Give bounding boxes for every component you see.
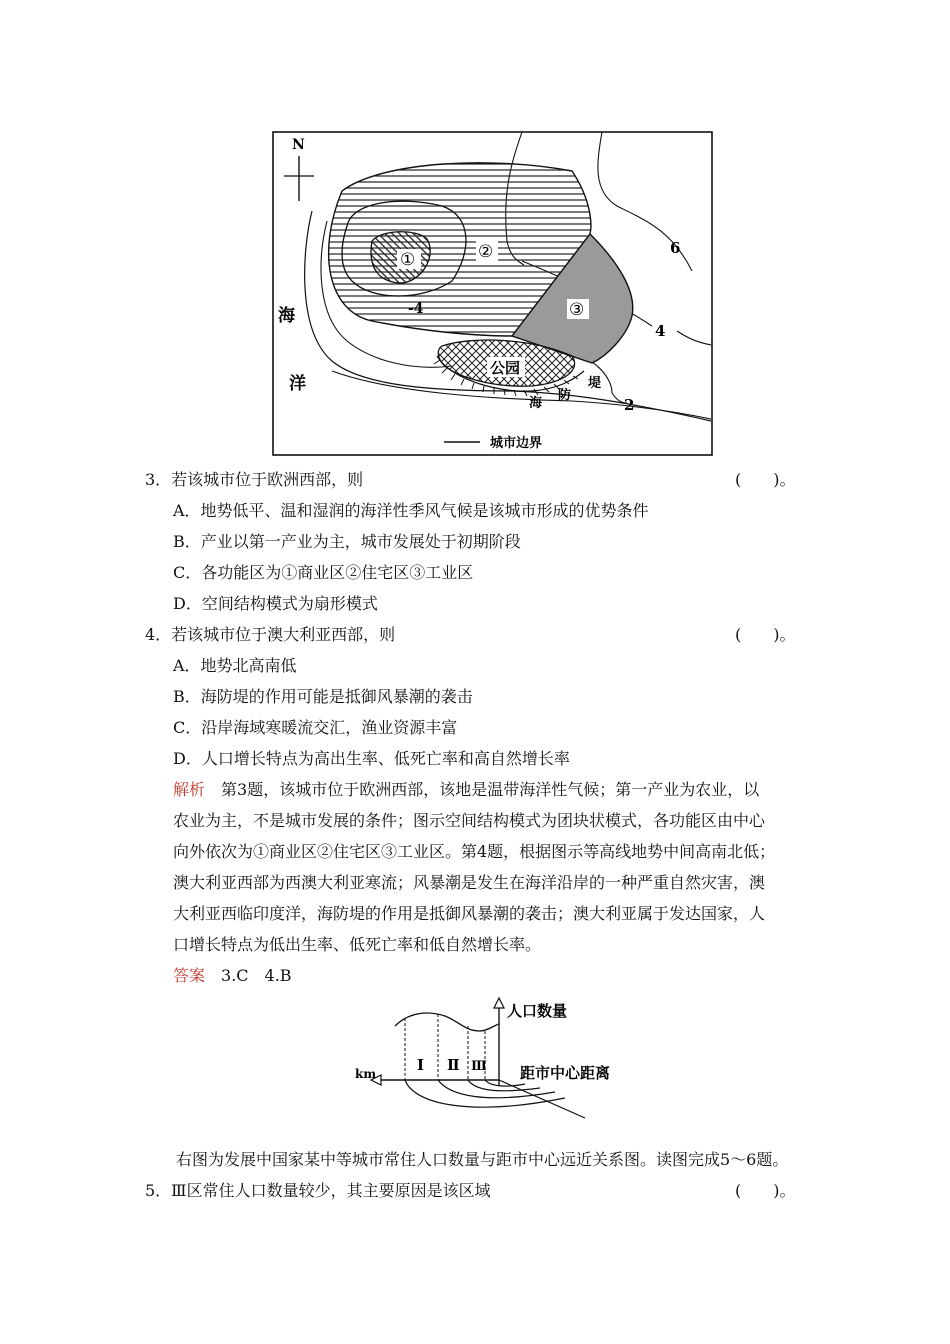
north-label: N [292,137,305,153]
dike-label-1: 海 [529,396,543,411]
city-map-figure [272,131,713,456]
q4-blank: ( )。 [735,625,796,644]
analysis-line-2: 农业为主，不是城市发展的条件；图示空间结构模式为团块状模式，各功能区由中心 [173,811,766,830]
zone-iii-label: Ⅲ [471,1059,487,1074]
slope-line [499,1080,585,1118]
q3-option-c: C．各功能区为①商业区②住宅区③工业区 [173,563,474,582]
q4-stem: 4．若该城市位于澳大利亚西部，则 [145,625,396,644]
km-label: km [355,1067,377,1081]
analysis-line-1: 解析 第3题，该城市位于欧洲西部，该地是温带海洋性气候；第一产业为农业，以 [173,780,760,799]
zone-2-label: ② [478,242,494,262]
q3-option-b: B．产业以第一产业为主，城市发展处于初期阶段 [173,532,521,551]
analysis-line-6: 口增长特点为低出生率、低死亡率和低自然增长率。 [173,935,542,954]
x-axis-label: 距市中心距离 [520,1064,611,1082]
zone-3-label: ③ [569,300,585,320]
q5-stem: 5．Ⅲ区常住人口数量较少，其主要原因是该区域 [145,1181,491,1200]
q3-blank: ( )。 [735,470,796,489]
y-axis-label: 人口数量 [507,1002,568,1020]
contour-label-2: 2 [624,396,635,414]
q3-option-a: A．地势低平、温和湿润的海洋性季风气候是该城市形成的优势条件 [173,501,649,520]
answer-label: 答案 [173,966,206,985]
analysis-label: 解析 [173,780,206,799]
answer-text: 3.C 4.B [205,966,292,985]
contour-label-4: 4 [655,322,666,340]
answer-line [173,966,292,986]
dike-label-2: 防 [558,388,572,403]
contour-label-minus4: -4 [408,301,424,317]
q3-stem: 3．若该城市位于欧洲西部，则 [145,470,364,489]
q4-option-c: C．沿岸海域寒暖流交汇，渔业资源丰富 [173,718,458,737]
zone-i-label: Ⅰ [417,1056,425,1074]
zone-1-label: ① [400,250,416,270]
intro-text: 右图为发展中国家某中等城市常住人口数量与距市中心远近关系图。读图完成5～6题。 [176,1150,789,1169]
sea-label-2: 洋 [289,374,306,394]
contour-label-6: 6 [670,239,681,257]
analysis-line-5: 大利亚西临印度洋，海防堤的作用是抵御风暴潮的袭击；澳大利亚属于发达国家，人 [173,904,766,923]
y-axis-arrow-icon [494,998,504,1008]
dike-label-3: 堤 [588,376,602,391]
sea-label-1: 海 [278,306,295,326]
q4-option-d: D．人口增长特点为高出生率、低死亡率和高自然增长率 [173,749,570,768]
population-diagram [355,996,625,1122]
analysis-line-3: 向外依次为①商业区②住宅区③工业区。第4题，根据图示等高线地势中间高南北低； [173,842,776,861]
q4-option-b: B．海防堤的作用可能是抵御风暴潮的袭击 [173,687,473,706]
population-curve [395,1013,499,1031]
q5-blank: ( )。 [735,1181,796,1200]
q4-option-a: A．地势北高南低 [173,656,297,675]
park-label: 公园 [490,359,521,377]
arc-1 [405,1080,565,1107]
q3-option-d: D．空间结构模式为扇形模式 [173,594,378,613]
legend-label: 城市边界 [490,436,543,451]
analysis-line-4: 澳大利亚西部为西澳大利亚寒流；风暴潮是发生在海洋沿岸的一种严重自然灾害，澳 [173,873,766,892]
zone-ii-label: Ⅱ [447,1056,460,1074]
